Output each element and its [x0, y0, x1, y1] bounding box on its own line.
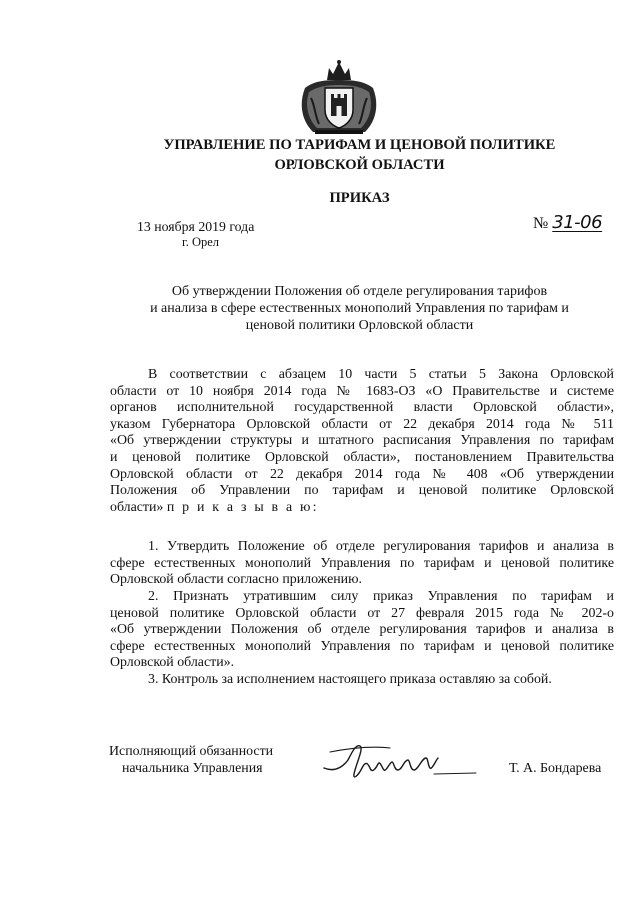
- item-line: 1. Утвердить Положение об отделе регулирования тарифов и анализа в: [148, 539, 614, 554]
- subject-line: ценовой политики Орловской области: [245, 318, 474, 333]
- item-line: ценовой политике Орловской области от 27 февраля 2015 года № 202-о: [110, 605, 614, 621]
- signer-name: Т. А. Бондарева: [509, 761, 602, 776]
- preamble-line: области от 10 ноября 2014 года № 1683-ОЗ «О Правительстве и системе: [110, 383, 614, 399]
- preamble-line: и ценовой политике Орловской области», постановлением Правительства: [110, 449, 614, 465]
- preamble-last-text: области»: [110, 499, 164, 515]
- preamble-paragraph: [110, 367, 614, 516]
- preamble-line: «Об утверждении структуры и штатного расписания Управления по тарифам: [110, 433, 614, 449]
- order-item-2: [110, 589, 614, 672]
- document-type-title: ПРИКАЗ: [329, 190, 390, 206]
- signer-position-line2: начальника Управления: [122, 761, 263, 776]
- preamble-line: органов исполнительной государственной власти Орловской области»,: [110, 400, 614, 416]
- subject-line: и анализа в сфере естественных монополий Управления по тарифам и: [150, 301, 569, 316]
- item-line: 3. Контроль за исполнением настоящего приказа оставляю за собой.: [148, 672, 552, 687]
- item-line: Орловской области согласно приложению.: [110, 572, 362, 588]
- subject-line: Об утверждении Положения об отделе регулирования тарифов: [171, 284, 548, 299]
- signer-position-line1: Исполняющий обязанности: [109, 744, 274, 759]
- org-name-line2: ОРЛОВСКОЙ ОБЛАСТИ: [274, 157, 445, 173]
- org-name-line1: УПРАВЛЕНИЕ ПО ТАРИФАМ И ЦЕНОВОЙ ПОЛИТИКЕ: [163, 137, 556, 153]
- handwritten-signature: [320, 738, 480, 784]
- preamble-line: В соответствии с абзацем 10 части 5 статьи 5 Закона Орловской: [148, 367, 614, 382]
- item-line: 2. Признать утратившим силу приказ Управления по тарифам и: [148, 589, 614, 604]
- orel-region-coat-of-arms-icon: [297, 58, 381, 136]
- item-line: Орловской области».: [110, 655, 235, 671]
- item-line: сфере естественных монополий Управления по тарифам и ценовой политике: [110, 555, 614, 571]
- preamble-line: указом Губернатора Орловской области от 22 декабря 2014 года № 511: [110, 416, 614, 432]
- order-item-1: [110, 539, 614, 589]
- preamble-line: Орловской области от 22 декабря 2014 года № 408 «Об утверждении: [110, 466, 614, 482]
- number-sign: №: [533, 215, 549, 232]
- order-word: п р и к а з ы в а ю:: [166, 499, 319, 515]
- document-number: [533, 212, 602, 233]
- number-value-handwritten: 31-06: [552, 212, 603, 233]
- preamble-line: Положения об Управлении по тарифам и ценовой политике Орловской: [110, 483, 614, 499]
- document-date: 13 ноября 2019 года: [137, 219, 255, 234]
- order-item-3: [110, 672, 614, 689]
- document-place: г. Орел: [182, 235, 220, 249]
- item-line: «Об утверждении Положения об отделе регулирования тарифов и анализа в: [110, 622, 614, 638]
- preamble-line-last: [110, 500, 614, 517]
- item-line: сфере естественных монополий Управления по тарифам и ценовой политике: [110, 638, 614, 654]
